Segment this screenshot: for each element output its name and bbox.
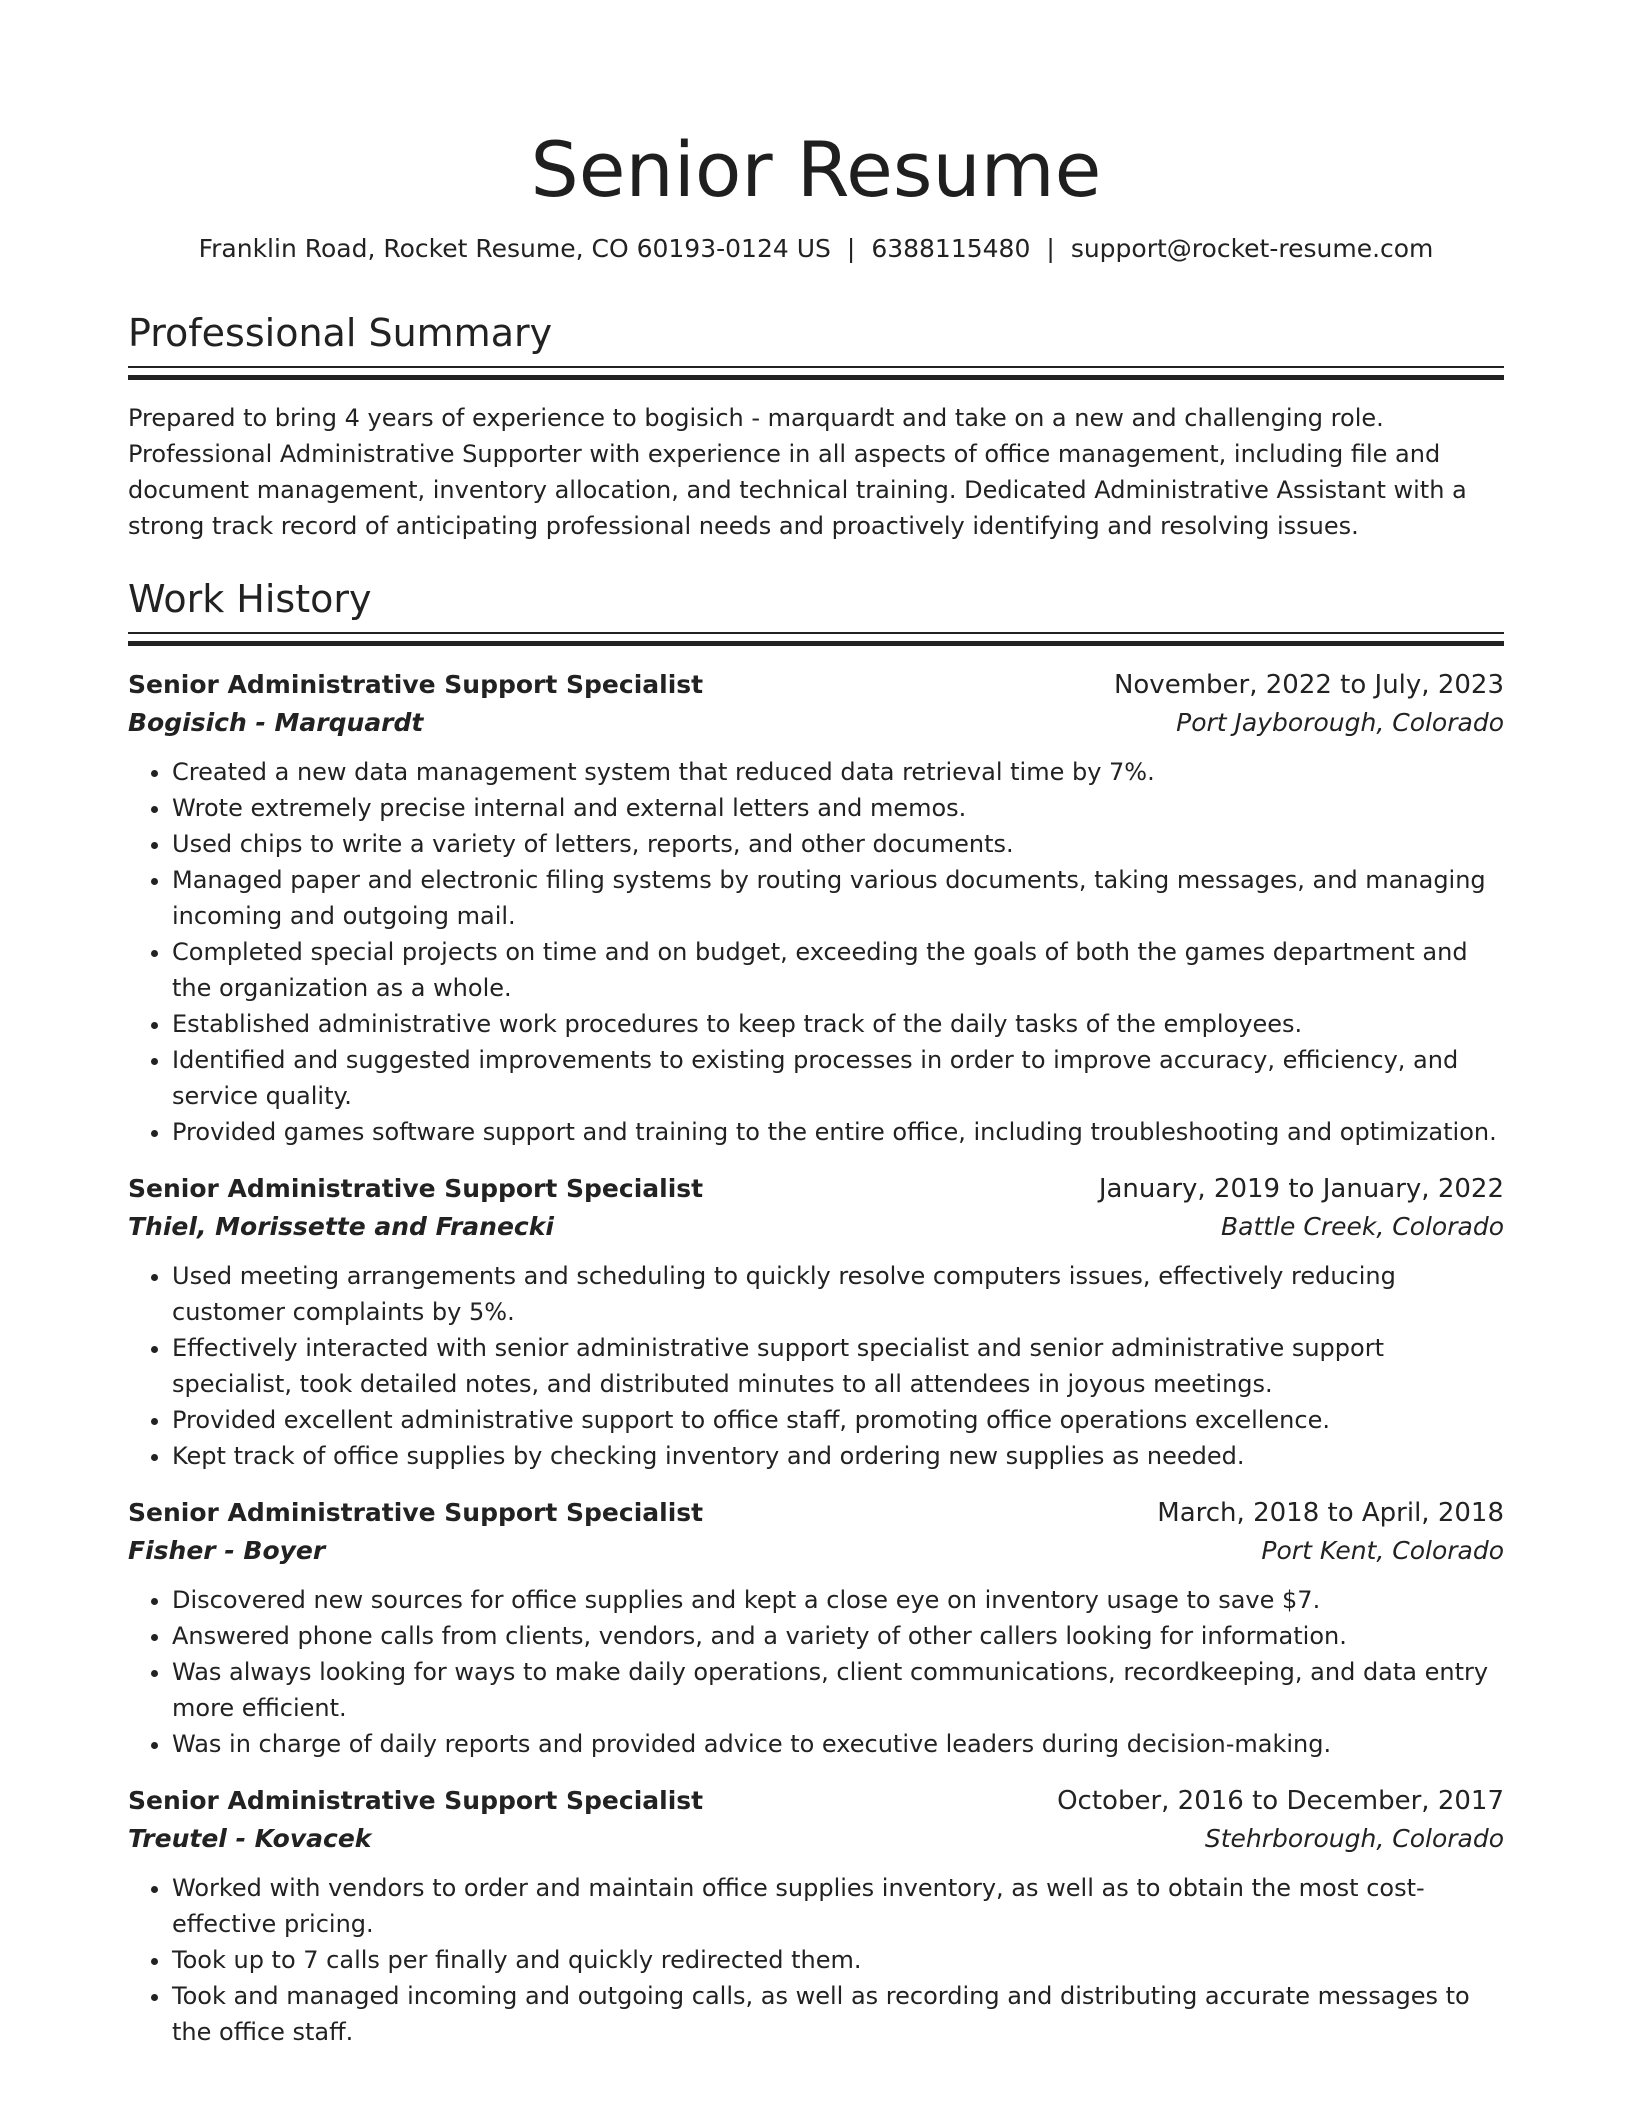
job-dates: March, 2018 to April, 2018 [1157, 1498, 1504, 1528]
job-dates: November, 2022 to July, 2023 [1113, 670, 1504, 700]
job-company: Thiel, Morissette and Franecki [128, 1212, 554, 1241]
job-bullet: • Managed paper and electronic filing systems by routing various documents, taking messages, and managing incoming and outgoing mail. [172, 862, 1504, 934]
work-history-section [128, 573, 1504, 2050]
job-location: Battle Creek, Colorado [1221, 1212, 1504, 1241]
job-bullet: • Used chips to write a variety of letters, reports, and other documents. [172, 826, 1504, 862]
job-bullets [128, 754, 1504, 1150]
job-location: Stehrborough, Colorado [1204, 1824, 1504, 1853]
job-company: Fisher - Boyer [128, 1536, 326, 1565]
job-bullets [128, 1258, 1504, 1474]
job-title: Senior Administrative Support Specialist [128, 1498, 704, 1527]
job-bullet: • Identified and suggested improvements to existing processes in order to improve accuracy, efficiency, and service quality. [172, 1042, 1504, 1114]
job-dates: October, 2016 to December, 2017 [1057, 1786, 1504, 1816]
job-title: Senior Administrative Support Specialist [128, 1786, 704, 1815]
job-location: Port Kent, Colorado [1261, 1536, 1504, 1565]
job-bullet: • Completed special projects on time and on budget, exceeding the goals of both the games department and the organization as a whole. [172, 934, 1504, 1006]
job-location: Port Jayborough, Colorado [1176, 708, 1504, 737]
section-divider [128, 366, 1504, 379]
job-entry [128, 1782, 1504, 2050]
job-bullet: • Provided games software support and training to the entire office, including troubleshooting and optimization. [172, 1114, 1504, 1150]
contact-email: support@rocket-resume.com [1070, 234, 1434, 263]
contact-phone: 6388115480 [871, 234, 1031, 263]
summary-text: Prepared to bring 4 years of experience to bogisich - marquardt and take on a new and challenging role. Professional Administrative Supporter with experience in all aspects of office management, including file and document management, inventory allocation, and technical training. Dedicated Administrative Assistant with a strong track record of anticipating professional needs and proactively identifying and resolving issues. [128, 404, 1467, 540]
job-company: Treutel - Kovacek [128, 1824, 372, 1853]
job-bullet: • Used meeting arrangements and scheduling to quickly resolve computers issues, effectively reducing customer complaints by 5%. [172, 1258, 1504, 1330]
resume-name: Senior Resume [530, 125, 1102, 214]
job-title: Senior Administrative Support Specialist [128, 1174, 704, 1203]
professional-summary-section [128, 307, 1504, 544]
job-bullet: • Established administrative work procedures to keep track of the daily tasks of the employees. [172, 1006, 1504, 1042]
contact-separator: | [846, 234, 856, 263]
job-bullet: • Was in charge of daily reports and provided advice to executive leaders during decision-making. [172, 1726, 1504, 1762]
job-bullet: • Provided excellent administrative support to office staff, promoting office operations excellence. [172, 1402, 1504, 1438]
job-bullet: • Created a new data management system that reduced data retrieval time by 7%. [172, 754, 1504, 790]
section-title-summary: Professional Summary [128, 311, 553, 355]
job-bullet: • Took up to 7 calls per finally and quickly redirected them. [172, 1942, 1504, 1978]
contact-separator: | [1046, 234, 1055, 263]
job-dates: January, 2019 to January, 2022 [1098, 1174, 1504, 1204]
section-divider [128, 632, 1504, 645]
job-entry [128, 1494, 1504, 1762]
job-title: Senior Administrative Support Specialist [128, 670, 704, 699]
contact-address: Franklin Road, Rocket Resume, CO 60193-0124 US [198, 234, 831, 263]
section-title-work-history: Work History [128, 577, 372, 621]
job-bullets [128, 1870, 1504, 2050]
contact-line [128, 232, 1504, 266]
job-bullet: • Wrote extremely precise internal and external letters and memos. [172, 790, 1504, 826]
job-entry [128, 666, 1504, 1150]
job-bullet: • Worked with vendors to order and maintain office supplies inventory, as well as to obtain the most cost-effective pricing. [172, 1870, 1504, 1942]
job-entry [128, 1170, 1504, 1474]
job-bullets [128, 1582, 1504, 1762]
job-bullet: • Effectively interacted with senior administrative support specialist and senior administrative support specialist, took detailed notes, and distributed minutes to all attendees in joyous meetings. [172, 1330, 1504, 1402]
resume-page [128, 0, 1504, 2070]
job-bullet: • Discovered new sources for office supplies and kept a close eye on inventory usage to save $7. [172, 1582, 1504, 1618]
job-bullet: • Kept track of office supplies by checking inventory and ordering new supplies as needed. [172, 1438, 1504, 1474]
job-bullet: • Answered phone calls from clients, vendors, and a variety of other callers looking for information. [172, 1618, 1504, 1654]
job-bullet: • Was always looking for ways to make daily operations, client communications, recordkeeping, and data entry more efficient. [172, 1654, 1504, 1726]
job-bullet: • Took and managed incoming and outgoing calls, as well as recording and distributing accurate messages to the office staff. [172, 1978, 1504, 2050]
job-company: Bogisich - Marquardt [128, 708, 424, 737]
